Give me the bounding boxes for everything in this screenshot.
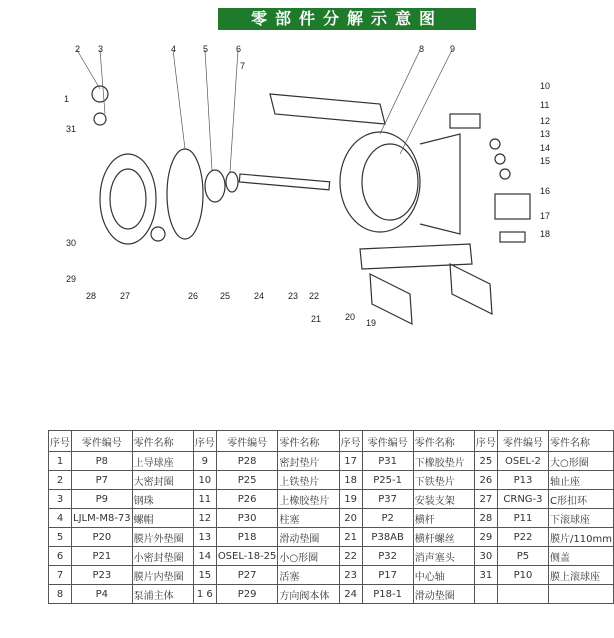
part-number: P7 <box>72 471 133 490</box>
callout-17: 17 <box>540 211 551 221</box>
part-index: 28 <box>474 509 497 528</box>
part-index: 13 <box>193 528 216 547</box>
column-header: 零件名称 <box>278 431 339 452</box>
callout-2: 2 <box>75 44 81 54</box>
part-number <box>497 585 548 604</box>
part-number: P29 <box>216 585 278 604</box>
part-number: P25 <box>216 471 278 490</box>
part-index: 11 <box>193 490 216 509</box>
part-name: 密封垫片 <box>278 452 339 471</box>
table-row <box>49 528 614 547</box>
table-row <box>49 585 614 604</box>
part-index: 12 <box>193 509 216 528</box>
part-index: 17 <box>339 452 362 471</box>
part-name: 方向阀本体 <box>278 585 339 604</box>
part-index: 6 <box>49 547 72 566</box>
callout-25: 25 <box>220 291 231 301</box>
upper-manifold <box>270 94 385 124</box>
column-header: 零件名称 <box>413 431 474 452</box>
part-number: P25-1 <box>362 471 413 490</box>
part-number: P27 <box>216 566 278 585</box>
part-name: 侧盖 <box>549 547 614 566</box>
callout-24: 24 <box>254 291 265 301</box>
part-name: 上导球座 <box>132 452 193 471</box>
callout-19: 19 <box>366 318 377 328</box>
part-name: 中心轴 <box>413 566 474 585</box>
part-name: 滑动垫圈 <box>413 585 474 604</box>
part-index: 7 <box>49 566 72 585</box>
part-name: 大○形圈 <box>549 452 614 471</box>
part-index: 25 <box>474 452 497 471</box>
part-number: P4 <box>72 585 133 604</box>
part-number: P37 <box>362 490 413 509</box>
part-index <box>474 585 497 604</box>
part-name: 小○形圈 <box>278 547 339 566</box>
part-number: P22 <box>497 528 548 547</box>
callout-13: 13 <box>540 129 551 139</box>
callout-3: 3 <box>98 44 104 54</box>
part-name: 泵浦主体 <box>132 585 193 604</box>
diaphragm <box>167 149 203 239</box>
exploded-view-diagram <box>40 34 580 334</box>
callout-9: 9 <box>450 44 456 54</box>
part-index: 30 <box>474 547 497 566</box>
column-header: 零件编号 <box>72 431 133 452</box>
part-index: 10 <box>193 471 216 490</box>
part-name: 下铁垫片 <box>413 471 474 490</box>
part-number: P5 <box>497 547 548 566</box>
part-name: 膜片/110mm <box>549 528 614 547</box>
page-title: 零部件分解示意图 <box>218 8 476 30</box>
callout-20: 20 <box>345 312 356 322</box>
table-row <box>49 566 614 585</box>
callout-11: 11 <box>540 100 550 110</box>
callout-18: 18 <box>540 229 551 239</box>
part-index: 1 6 <box>193 585 216 604</box>
part-name: 螺帽 <box>132 509 193 528</box>
part-number: CRNG-3 <box>497 490 548 509</box>
part-index: 27 <box>474 490 497 509</box>
part-number: P31 <box>362 452 413 471</box>
part-index: 18 <box>339 471 362 490</box>
callout-27: 27 <box>120 291 131 301</box>
callout-31: 31 <box>66 124 77 134</box>
part-name: 柱塞 <box>278 509 339 528</box>
part-index: 2 <box>49 471 72 490</box>
part-name: 下滚球座 <box>549 509 614 528</box>
part-index: 4 <box>49 509 72 528</box>
part-index: 20 <box>339 509 362 528</box>
part-number: P8 <box>72 452 133 471</box>
part-number: P23 <box>72 566 133 585</box>
part-number: P11 <box>497 509 548 528</box>
part-name <box>549 585 614 604</box>
table-row <box>49 471 614 490</box>
part-name: 安装支架 <box>413 490 474 509</box>
callout-4: 4 <box>171 44 177 54</box>
part-number: P10 <box>497 566 548 585</box>
part-number: P18 <box>216 528 278 547</box>
table-row <box>49 452 614 471</box>
part-number: P13 <box>497 471 548 490</box>
part-index: 23 <box>339 566 362 585</box>
column-header: 零件编号 <box>216 431 278 452</box>
column-header: 零件名称 <box>549 431 614 452</box>
part-name: 活塞 <box>278 566 339 585</box>
center-shaft <box>239 174 329 190</box>
part-number: P21 <box>72 547 133 566</box>
part-number: P30 <box>216 509 278 528</box>
callout-28: 28 <box>86 291 97 301</box>
table-row <box>49 547 614 566</box>
part-number: P38AB <box>362 528 413 547</box>
callout-22: 22 <box>309 291 320 301</box>
part-index: 3 <box>49 490 72 509</box>
callout-7: 7 <box>240 61 246 71</box>
part-name: 膜上滚球座 <box>549 566 614 585</box>
lower-manifold <box>360 244 472 269</box>
part-index: 14 <box>193 547 216 566</box>
callout-8: 8 <box>419 44 425 54</box>
part-index: 22 <box>339 547 362 566</box>
part-index: 15 <box>193 566 216 585</box>
part-number: P2 <box>362 509 413 528</box>
part-number: P28 <box>216 452 278 471</box>
callout-30: 30 <box>66 238 77 248</box>
column-header: 序号 <box>339 431 362 452</box>
part-name: 小密封垫圈 <box>132 547 193 566</box>
callout-14: 14 <box>540 143 551 153</box>
part-name: 大密封圈 <box>132 471 193 490</box>
part-name: 下橡胶垫片 <box>413 452 474 471</box>
side-cover <box>100 154 156 244</box>
part-number: OSEL-18-25 <box>216 547 278 566</box>
column-header: 序号 <box>474 431 497 452</box>
callout-21: 21 <box>311 314 322 324</box>
part-number: P20 <box>72 528 133 547</box>
column-header: 序号 <box>49 431 72 452</box>
part-index: 19 <box>339 490 362 509</box>
part-number: OSEL-2 <box>497 452 548 471</box>
callout-10: 10 <box>540 81 551 91</box>
callout-6: 6 <box>236 44 242 54</box>
part-index: 24 <box>339 585 362 604</box>
part-name: 滑动垫圈 <box>278 528 339 547</box>
part-index: 26 <box>474 471 497 490</box>
column-header: 零件名称 <box>132 431 193 452</box>
part-index: 9 <box>193 452 216 471</box>
part-number: P18-1 <box>362 585 413 604</box>
part-name: 上铁垫片 <box>278 471 339 490</box>
column-header: 零件编号 <box>497 431 548 452</box>
callout-16: 16 <box>540 186 551 196</box>
callout-5: 5 <box>203 44 209 54</box>
part-name: C形扣环 <box>549 490 614 509</box>
part-name: 消声塞头 <box>413 547 474 566</box>
part-index: 8 <box>49 585 72 604</box>
valve-body <box>495 194 530 219</box>
part-name: 膜片外垫圈 <box>132 528 193 547</box>
table-header <box>49 431 614 452</box>
part-name: 钢珠 <box>132 490 193 509</box>
part-name: 横杆 <box>413 509 474 528</box>
callout-23: 23 <box>288 291 299 301</box>
callout-1: 1 <box>64 94 70 104</box>
part-number: P17 <box>362 566 413 585</box>
part-number: P9 <box>72 490 133 509</box>
callout-29: 29 <box>66 274 77 284</box>
mounting-bracket <box>370 274 412 324</box>
column-header: 零件编号 <box>362 431 413 452</box>
callout-12: 12 <box>540 116 551 126</box>
part-index: 31 <box>474 566 497 585</box>
parts-table <box>48 430 614 604</box>
table-row <box>49 509 614 528</box>
callout-15: 15 <box>540 156 551 166</box>
part-number: LJLM-M8-73 <box>72 509 133 528</box>
part-index: 29 <box>474 528 497 547</box>
part-number: P32 <box>362 547 413 566</box>
table-row <box>49 490 614 509</box>
part-name: 轴止座 <box>549 471 614 490</box>
part-name: 上橡胶垫片 <box>278 490 339 509</box>
part-index: 1 <box>49 452 72 471</box>
part-name: 膜片内垫圈 <box>132 566 193 585</box>
part-number: P26 <box>216 490 278 509</box>
column-header: 序号 <box>193 431 216 452</box>
part-index: 21 <box>339 528 362 547</box>
part-index: 5 <box>49 528 72 547</box>
callout-26: 26 <box>188 291 199 301</box>
part-name: 横杆螺丝 <box>413 528 474 547</box>
